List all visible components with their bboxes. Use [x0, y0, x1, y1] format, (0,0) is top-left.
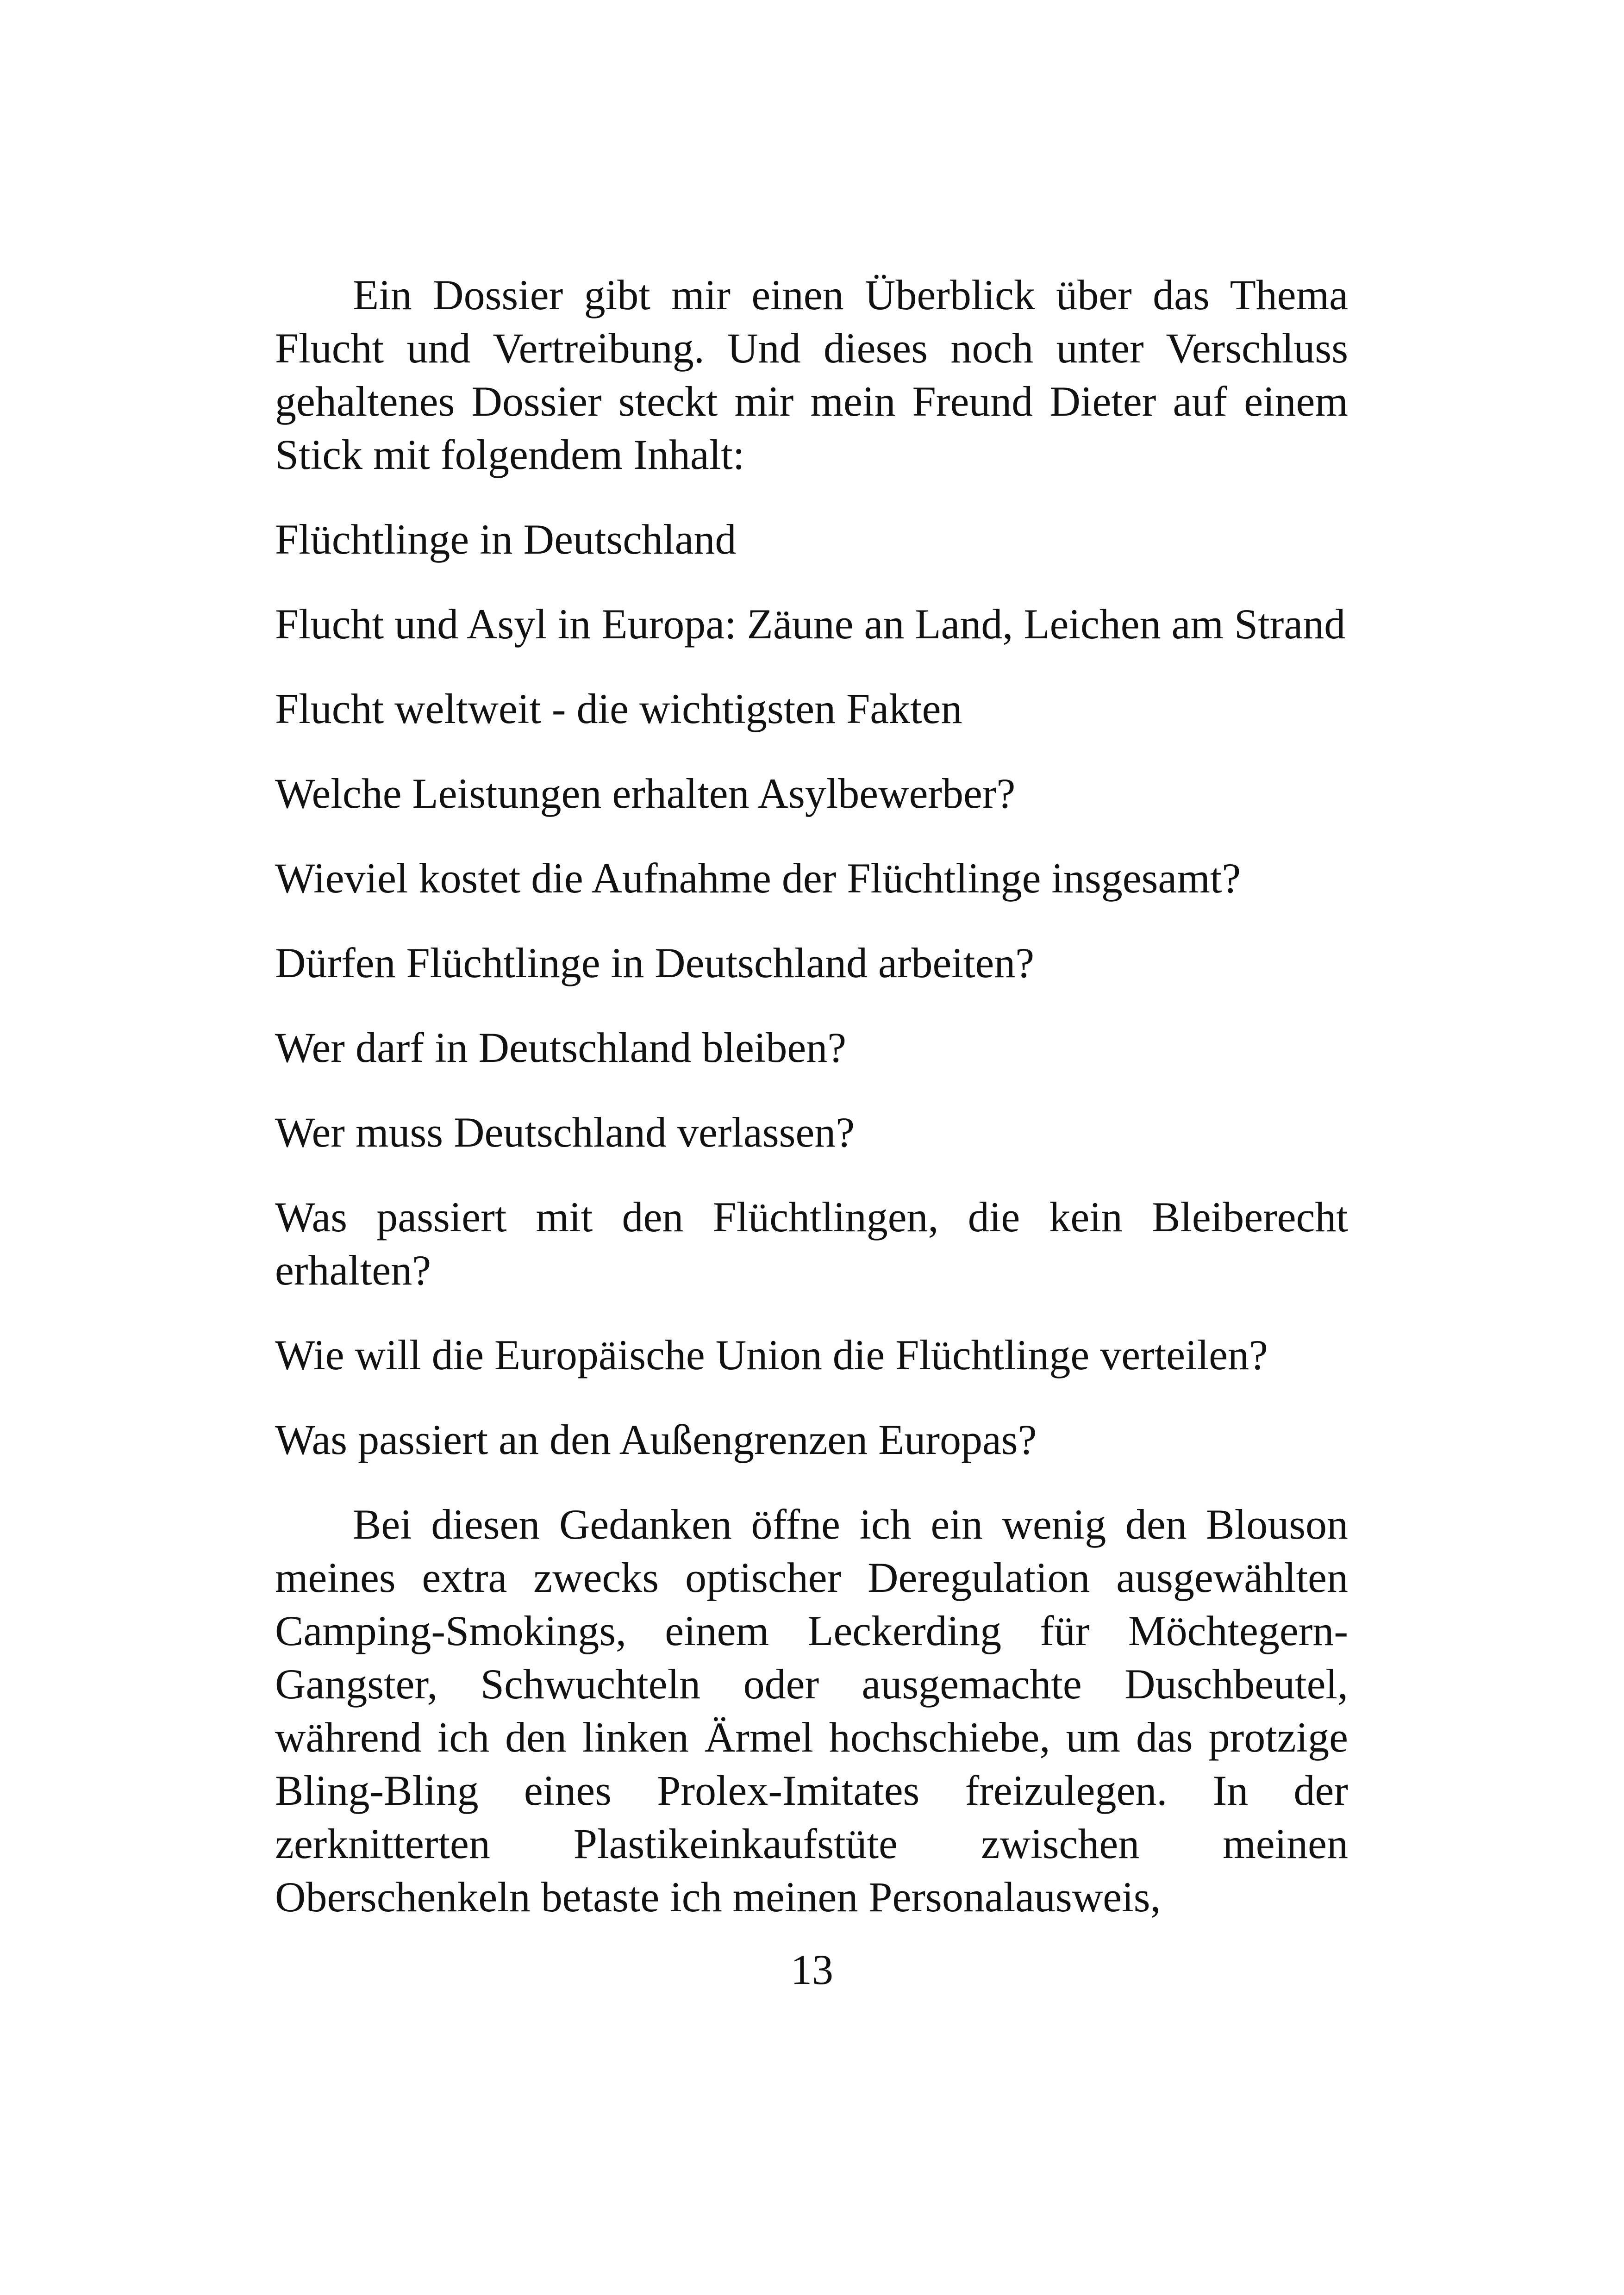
list-item: Dürfen Flüchtlinge in Deutschland arbeiten? [275, 939, 1035, 986]
list-item: Wieviel kostet die Aufnahme der Flüchtlinge insgesamt? [275, 854, 1241, 902]
list-item: Flüchtlinge in Deutschland [275, 516, 737, 563]
list-item: Flucht und Asyl in Europa: Zäune an Land, Leichen am Strand [275, 600, 1346, 648]
closing-paragraph: Bei diesen Gedanken öffne ich ein wenig den Blouson meines extra zwecks optischer Deregulation ausgewählten Camping-Smokings, einem Leckerding für Möchtegern-Gangster, Schwuchteln oder ausgemachte Duschbeutel, während ich den linken Ärmel hochschiebe, um das protzige Bling-Bling eines Prolex-Imitates freizulegen. In der zerknitterten Plastikeinkaufstüte zwischen meinen Oberschenkeln betaste ich meinen Personalausweis, [275, 1501, 1348, 1921]
list-item: Was passiert mit den Flüchtlingen, die kein Bleiberecht erhalten? [275, 1193, 1348, 1294]
list-item: Wer darf in Deutschland bleiben? [275, 1024, 847, 1071]
list-item: Welche Leistungen erhalten Asylbewerber? [275, 770, 1016, 817]
list-item: Wie will die Europäische Union die Flüchtlinge verteilen? [275, 1331, 1268, 1378]
page-number: 13 [791, 1946, 833, 1993]
list-item: Flucht weltweit - die wichtigsten Fakten [275, 685, 962, 732]
list-item: Was passiert an den Außengrenzen Europas? [275, 1416, 1037, 1463]
page-body [275, 268, 1348, 1924]
intro-paragraph: Ein Dossier gibt mir einen Überblick über das Thema Flucht und Vertreibung. Und dieses noch unter Verschluss gehaltenes Dossier steckt mir mein Freund Dieter auf einem Stick mit folgendem Inhalt: [275, 271, 1348, 478]
list-item: Wer muss Deutschland verlassen? [275, 1109, 855, 1156]
